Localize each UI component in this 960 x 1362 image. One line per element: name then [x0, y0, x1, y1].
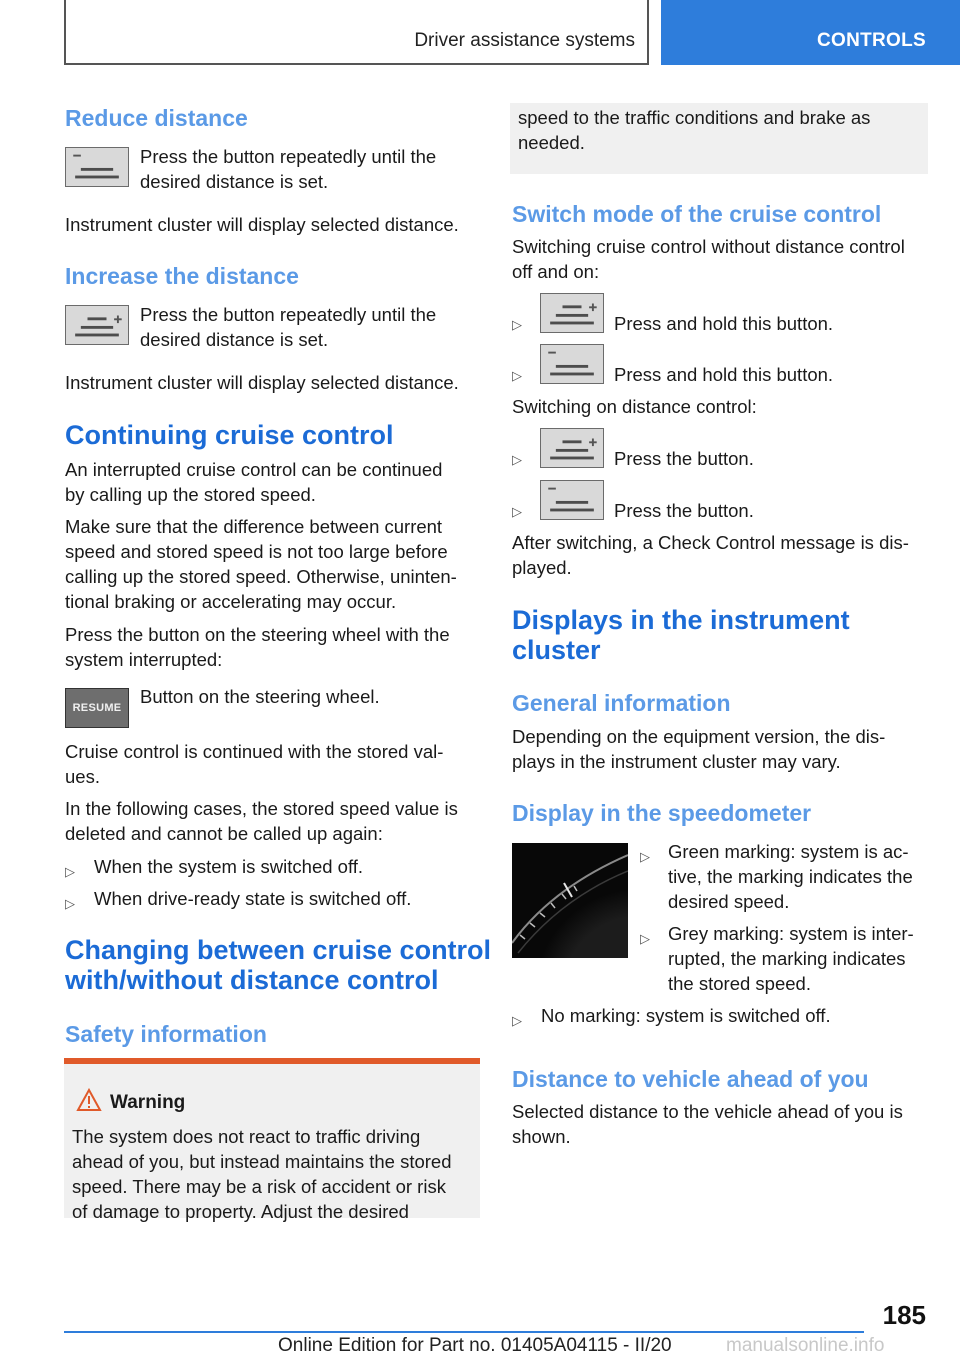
warning-box — [64, 1058, 480, 1222]
cont-p5-line1: In the following cases, the stored speed value is — [65, 798, 458, 819]
heading-display-speedometer: Display in the speedometer — [512, 800, 812, 826]
heading-reduce-distance: Reduce distance — [65, 105, 248, 131]
resume-button-icon: RESUME — [65, 688, 129, 728]
reduce-distance-button-icon — [65, 147, 129, 187]
reduce-note: Instrument cluster will display selected distance. — [65, 214, 459, 235]
increase-distance-button-icon — [65, 305, 129, 345]
bullet-text: tive, the marking indicates the — [668, 866, 913, 887]
bullet-text: No marking: system is switched off. — [541, 1005, 831, 1026]
cont-p2-line4: tional braking or accelerating may occur. — [65, 591, 397, 612]
switch-p1-line1: Switching cruise control without distance control — [512, 236, 905, 257]
general-p-line2: plays in the instrument cluster may vary. — [512, 751, 841, 772]
triangle-bullet-icon: ▷ — [512, 317, 522, 332]
bullet-text: When drive-ready state is switched off. — [94, 888, 412, 909]
cont-p4-line1: Cruise control is continued with the stored val- — [65, 741, 444, 762]
switch-p3-line1: After switching, a Check Control message is dis- — [512, 532, 909, 553]
header-section-box — [64, 0, 649, 65]
header-chapter-label: CONTROLS — [816, 30, 926, 51]
warning-line: needed. — [518, 132, 585, 153]
heading-displays-line2: cluster — [512, 635, 601, 665]
increase-btn-text-1: Press the button repeatedly until the — [140, 304, 437, 325]
warning-line: speed. There may be a risk of accident or risk — [72, 1176, 446, 1197]
triangle-bullet-icon: ▷ — [640, 931, 650, 946]
switch-bullet-2: Press and hold this button. — [614, 364, 834, 385]
warning-label: Warning — [110, 1092, 186, 1113]
cont-p5-line2: deleted and cannot be called up again: — [65, 823, 383, 844]
heading-distance-vehicle-ahead: Distance to vehicle ahead of you — [512, 1066, 869, 1092]
cont-p2-line2: speed and stored speed is not too large before — [65, 541, 448, 562]
bullet-text: rupted, the marking indicates — [668, 948, 906, 969]
heading-changing-line2: with/without distance control — [65, 965, 439, 995]
warning-body — [72, 1124, 472, 1224]
warning-line: speed to the traffic conditions and brake as — [518, 107, 871, 128]
cont-p4-line2: ues. — [65, 766, 100, 787]
page-number: 185 — [882, 1300, 926, 1330]
bullet-text: Green marking: system is ac- — [668, 841, 909, 862]
header-section-title: Driver assistance systems — [414, 30, 635, 51]
heading-displays-line1: Displays in the instrument — [512, 605, 850, 635]
bullet-text: When the system is switched off. — [94, 856, 364, 877]
heading-changing-line1: Changing between cruise control — [65, 935, 492, 965]
cont-p1-line1: An interrupted cruise control can be continued — [65, 459, 443, 480]
general-p-line1: Depending on the equipment version, the dis- — [512, 726, 886, 747]
distance-p-line1: Selected distance to the vehicle ahead of you is — [512, 1101, 903, 1122]
increase-btn-text-2: desired distance is set. — [140, 329, 329, 350]
heading-switch-mode: Switch mode of the cruise control — [512, 201, 882, 227]
increase-distance-button-icon — [540, 428, 604, 468]
resume-caption: Button on the steering wheel. — [140, 686, 380, 707]
cont-p3-line2: system interrupted: — [65, 649, 223, 670]
cont-p2-line3: calling up the stored speed. Otherwise, uninten- — [65, 566, 457, 587]
speedometer-image — [512, 843, 628, 958]
header-chapter-tab[interactable] — [661, 0, 960, 65]
triangle-bullet-icon: ▷ — [65, 864, 75, 879]
switch-p1-line2: off and on: — [512, 261, 600, 282]
switch-bullet-3: Press the button. — [614, 448, 754, 469]
reduce-btn-text-1: Press the button repeatedly until the — [140, 146, 437, 167]
increase-note: Instrument cluster will display selected distance. — [65, 372, 459, 393]
bullet-text: desired speed. — [668, 891, 790, 912]
triangle-bullet-icon: ▷ — [512, 452, 522, 467]
switch-bullet-4: Press the button. — [614, 500, 754, 521]
reduce-btn-text-2: desired distance is set. — [140, 171, 329, 192]
triangle-bullet-icon: ▷ — [512, 1013, 522, 1028]
heading-increase-distance: Increase the distance — [65, 263, 299, 289]
cont-p3-line1: Press the button on the steering wheel with the — [65, 624, 450, 645]
footer-edition: Online Edition for Part no. 01405A04115 - II/20 — [278, 1335, 672, 1356]
footer-divider — [64, 1331, 864, 1333]
triangle-bullet-icon: ▷ — [640, 849, 650, 864]
reduce-distance-button-icon — [540, 344, 604, 384]
footer-watermark: manualsonline.info — [726, 1335, 885, 1356]
cont-p1-line2: by calling up the stored speed. — [65, 484, 316, 505]
warning-line: of damage to property. Adjust the desired — [72, 1201, 409, 1222]
bullet-text: Grey marking: system is inter- — [668, 923, 914, 944]
heading-continuing-cruise-control: Continuing cruise control — [65, 420, 394, 450]
increase-distance-button-icon — [540, 293, 604, 333]
warning-continuation-box — [510, 103, 928, 174]
switch-p3-line2: played. — [512, 557, 572, 578]
switch-bullet-1: Press and hold this button. — [614, 313, 834, 334]
bullet-text: the stored speed. — [668, 973, 811, 994]
reduce-distance-button-icon — [540, 480, 604, 520]
triangle-bullet-icon: ▷ — [512, 368, 522, 383]
triangle-bullet-icon: ▷ — [65, 896, 75, 911]
warning-triangle-icon — [76, 1088, 102, 1112]
heading-general-information: General information — [512, 690, 731, 716]
switch-p2: Switching on distance control: — [512, 396, 757, 417]
warning-line: The system does not react to traffic driving — [72, 1126, 421, 1147]
warning-continuation-body — [518, 105, 918, 155]
heading-safety-information: Safety information — [65, 1021, 267, 1047]
warning-line: ahead of you, but instead maintains the stored — [72, 1151, 452, 1172]
cont-p2-line1: Make sure that the difference between current — [65, 516, 443, 537]
triangle-bullet-icon: ▷ — [512, 504, 522, 519]
distance-p-line2: shown. — [512, 1126, 571, 1147]
